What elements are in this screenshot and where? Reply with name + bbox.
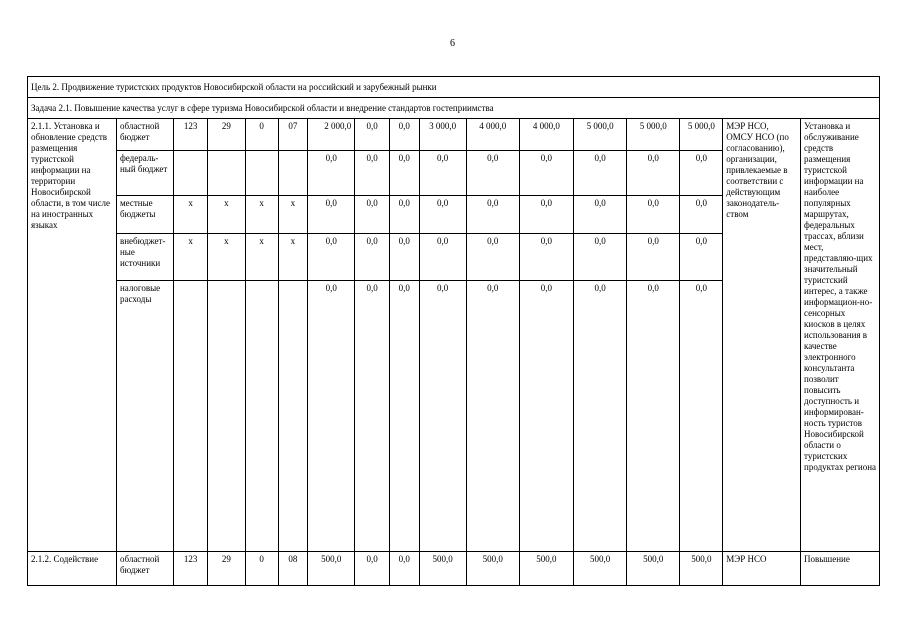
code-cell: 0: [245, 119, 278, 151]
value-cell: 4 000,0: [519, 119, 573, 151]
code-cell: 29: [207, 552, 245, 586]
value-cell: 0,0: [519, 281, 573, 552]
value-cell: 500,0: [680, 552, 723, 586]
value-cell: 0,0: [389, 151, 419, 196]
code-cell: x: [207, 234, 245, 281]
funding-source: федераль-ный бюджет: [116, 151, 173, 196]
value-cell: 0,0: [627, 281, 680, 552]
value-cell: 0,0: [519, 151, 573, 196]
code-cell: x: [174, 234, 208, 281]
code-cell: x: [207, 196, 245, 234]
funding-source: внебюджет-ные источники: [116, 234, 173, 281]
measure-name: 2.1.1. Установка и обновление средств размещения туристской информации на территории Новосибирской области, в том числе на иностранных языках: [28, 119, 117, 552]
value-cell: 5 000,0: [680, 119, 723, 151]
value-cell: 0,0: [308, 281, 355, 552]
value-cell: 0,0: [627, 151, 680, 196]
executor-cell: МЭР НСО, ОМСУ НСО (по согласованию), организации, привлекаемые в соответствии с действующим законодатель-ством: [723, 119, 801, 552]
code-cell: x: [278, 196, 308, 234]
value-cell: 0,0: [574, 196, 627, 234]
value-cell: 500,0: [308, 552, 355, 586]
code-cell: 08: [278, 552, 308, 586]
value-cell: 5 000,0: [574, 119, 627, 151]
value-cell: 0,0: [308, 196, 355, 234]
value-cell: 0,0: [355, 552, 390, 586]
executor-cell: МЭР НСО: [723, 552, 801, 586]
value-cell: 0,0: [627, 196, 680, 234]
code-cell: 29: [207, 119, 245, 151]
code-cell: [245, 281, 278, 552]
value-cell: 0,0: [680, 234, 723, 281]
value-cell: 2 000,0: [308, 119, 355, 151]
value-cell: 0,0: [466, 196, 519, 234]
code-cell: [207, 281, 245, 552]
value-cell: 0,0: [308, 151, 355, 196]
measure-name: 2.1.2. Содействие: [28, 552, 117, 586]
code-cell: [174, 281, 208, 552]
code-cell: 07: [278, 119, 308, 151]
value-cell: 0,0: [389, 196, 419, 234]
program-table: [27, 76, 880, 586]
table-row: [28, 552, 880, 586]
code-cell: [278, 151, 308, 196]
value-cell: 500,0: [466, 552, 519, 586]
code-cell: 123: [174, 552, 208, 586]
value-cell: 500,0: [519, 552, 573, 586]
code-cell: [245, 151, 278, 196]
value-cell: 0,0: [466, 151, 519, 196]
value-cell: 500,0: [627, 552, 680, 586]
goal-text: Цель 2. Продвижение туристских продуктов Новосибирской области на российский и зарубежный рынки: [28, 77, 880, 98]
value-cell: 0,0: [389, 281, 419, 552]
value-cell: 3 000,0: [419, 119, 466, 151]
result-cell: Установка и обслуживание средств размещения туристской информации на наиболее популярных маршрутах, федеральных трассах, вблизи мест, представляю-щих значительный туристский интерес, а также информацион-но-сенсорных киосков в целях использования в качестве электронного консультанта позволит повысить доступность и информирован-ность туристов Новосибирской области о туристских продуктах региона: [801, 119, 880, 552]
value-cell: 0,0: [389, 552, 419, 586]
value-cell: 0,0: [355, 281, 390, 552]
code-cell: [278, 281, 308, 552]
value-cell: 500,0: [574, 552, 627, 586]
funding-source: областной бюджет: [116, 552, 173, 586]
value-cell: 0,0: [680, 281, 723, 552]
code-cell: x: [245, 234, 278, 281]
page-number: 6: [450, 38, 455, 49]
value-cell: 500,0: [419, 552, 466, 586]
result-cell: Повышение: [801, 552, 880, 586]
value-cell: 4 000,0: [466, 119, 519, 151]
value-cell: 0,0: [680, 196, 723, 234]
value-cell: 0,0: [419, 196, 466, 234]
value-cell: 0,0: [389, 119, 419, 151]
value-cell: 0,0: [680, 151, 723, 196]
code-cell: [174, 151, 208, 196]
value-cell: 0,0: [466, 234, 519, 281]
value-cell: 0,0: [419, 151, 466, 196]
goal-row: [28, 77, 880, 98]
value-cell: 0,0: [308, 234, 355, 281]
value-cell: 0,0: [355, 151, 390, 196]
value-cell: 0,0: [627, 234, 680, 281]
value-cell: 0,0: [574, 281, 627, 552]
value-cell: 0,0: [355, 196, 390, 234]
value-cell: 5 000,0: [627, 119, 680, 151]
value-cell: 0,0: [419, 281, 466, 552]
value-cell: 0,0: [519, 234, 573, 281]
code-cell: 0: [245, 552, 278, 586]
code-cell: 123: [174, 119, 208, 151]
code-cell: [207, 151, 245, 196]
value-cell: 0,0: [419, 234, 466, 281]
funding-source: налоговые расходы: [116, 281, 173, 552]
value-cell: 0,0: [355, 234, 390, 281]
code-cell: x: [278, 234, 308, 281]
value-cell: 0,0: [574, 151, 627, 196]
code-cell: x: [245, 196, 278, 234]
code-cell: x: [174, 196, 208, 234]
value-cell: 0,0: [389, 234, 419, 281]
funding-source: местные бюджеты: [116, 196, 173, 234]
value-cell: 0,0: [519, 196, 573, 234]
value-cell: 0,0: [355, 119, 390, 151]
table-row: [28, 119, 880, 151]
funding-source: областной бюджет: [116, 119, 173, 151]
task-row: [28, 98, 880, 119]
value-cell: 0,0: [574, 234, 627, 281]
task-text: Задача 2.1. Повышение качества услуг в сфере туризма Новосибирской области и внедрение стандартов гостеприимства: [28, 98, 880, 119]
value-cell: 0,0: [466, 281, 519, 552]
